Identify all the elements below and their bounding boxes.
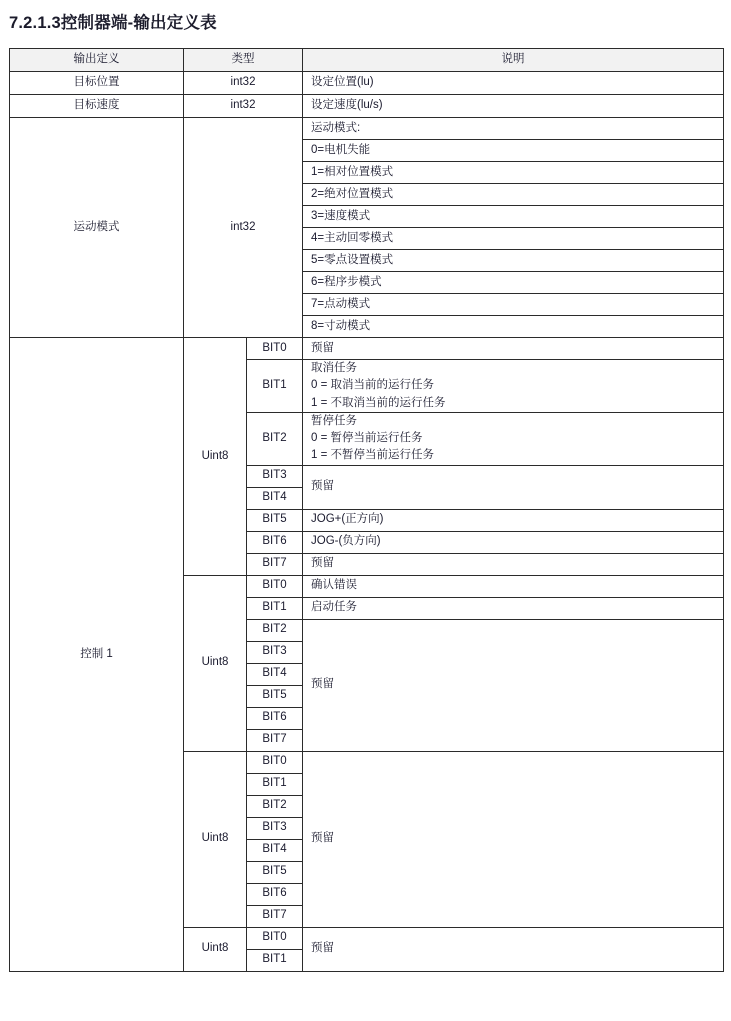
cell-description: 运动模式: xyxy=(303,118,724,140)
cell-bit: BIT4 xyxy=(247,487,303,509)
cell-bit: BIT2 xyxy=(247,412,303,465)
cell-definition: 控制 1 xyxy=(10,338,184,972)
cell-description: JOG+(正方向) xyxy=(303,509,724,531)
page-title: 7.2.1.3控制器端-输出定义表 xyxy=(9,14,217,32)
cell-bit: BIT6 xyxy=(247,707,303,729)
cell-description: 8=寸动模式 xyxy=(303,316,724,338)
table-row xyxy=(10,72,724,95)
cell-description: 暂停任务 0 = 暂停当前运行任务 1 = 不暂停当前运行任务 xyxy=(303,412,724,465)
cell-type: int32 xyxy=(184,72,303,95)
cell-bit: BIT7 xyxy=(247,553,303,575)
cell-definition: 目标速度 xyxy=(10,95,184,118)
cell-description: 设定位置(lu) xyxy=(303,72,724,95)
cell-description: 确认错误 xyxy=(303,575,724,597)
cell-bit: BIT3 xyxy=(247,817,303,839)
cell-bit: BIT1 xyxy=(247,597,303,619)
cell-description: 预留 xyxy=(303,553,724,575)
cell-bit: BIT7 xyxy=(247,729,303,751)
cell-bit: BIT1 xyxy=(247,949,303,971)
cell-description: 启动任务 xyxy=(303,597,724,619)
cell-bit: BIT1 xyxy=(247,360,303,413)
cell-description: 2=绝对位置模式 xyxy=(303,184,724,206)
cell-description: 取消任务 0 = 取消当前的运行任务 1 = 不取消当前的运行任务 xyxy=(303,360,724,413)
cell-type: Uint8 xyxy=(184,338,247,576)
cell-bit: BIT6 xyxy=(247,883,303,905)
cell-description: 预留 xyxy=(303,338,724,360)
column-header-definition: 输出定义 xyxy=(10,49,184,72)
cell-description: 7=点动模式 xyxy=(303,294,724,316)
cell-description: 5=零点设置模式 xyxy=(303,250,724,272)
cell-description: JOG-(负方向) xyxy=(303,531,724,553)
cell-bit: BIT5 xyxy=(247,861,303,883)
cell-description: 预留 xyxy=(303,927,724,971)
cell-type: Uint8 xyxy=(184,751,247,927)
cell-bit: BIT0 xyxy=(247,338,303,360)
cell-bit: BIT4 xyxy=(247,663,303,685)
cell-bit: BIT0 xyxy=(247,927,303,949)
cell-description: 1=相对位置模式 xyxy=(303,162,724,184)
cell-description: 预留 xyxy=(303,751,724,927)
cell-definition: 目标位置 xyxy=(10,72,184,95)
cell-bit: BIT3 xyxy=(247,641,303,663)
output-definition-table xyxy=(9,48,724,972)
cell-bit: BIT1 xyxy=(247,773,303,795)
table-row xyxy=(10,118,724,140)
cell-description: 4=主动回零模式 xyxy=(303,228,724,250)
table-row xyxy=(10,338,724,360)
column-header-type: 类型 xyxy=(184,49,303,72)
cell-bit: BIT2 xyxy=(247,795,303,817)
cell-description: 设定速度(lu/s) xyxy=(303,95,724,118)
table-header xyxy=(10,49,724,72)
cell-bit: BIT5 xyxy=(247,685,303,707)
cell-bit: BIT0 xyxy=(247,575,303,597)
cell-type: int32 xyxy=(184,118,303,338)
cell-bit: BIT0 xyxy=(247,751,303,773)
cell-bit: BIT7 xyxy=(247,905,303,927)
cell-bit: BIT3 xyxy=(247,465,303,487)
cell-description: 预留 xyxy=(303,465,724,509)
cell-description: 预留 xyxy=(303,619,724,751)
cell-type: Uint8 xyxy=(184,575,247,751)
table-body xyxy=(10,72,724,972)
cell-bit: BIT5 xyxy=(247,509,303,531)
cell-bit: BIT4 xyxy=(247,839,303,861)
cell-type: int32 xyxy=(184,95,303,118)
cell-definition: 运动模式 xyxy=(10,118,184,338)
table-header-row xyxy=(10,49,724,72)
cell-description: 0=电机失能 xyxy=(303,140,724,162)
table-row xyxy=(10,95,724,118)
column-header-description: 说明 xyxy=(303,49,724,72)
cell-bit: BIT6 xyxy=(247,531,303,553)
cell-description: 3=速度模式 xyxy=(303,206,724,228)
cell-description: 6=程序步模式 xyxy=(303,272,724,294)
cell-type: Uint8 xyxy=(184,927,247,971)
cell-bit: BIT2 xyxy=(247,619,303,641)
